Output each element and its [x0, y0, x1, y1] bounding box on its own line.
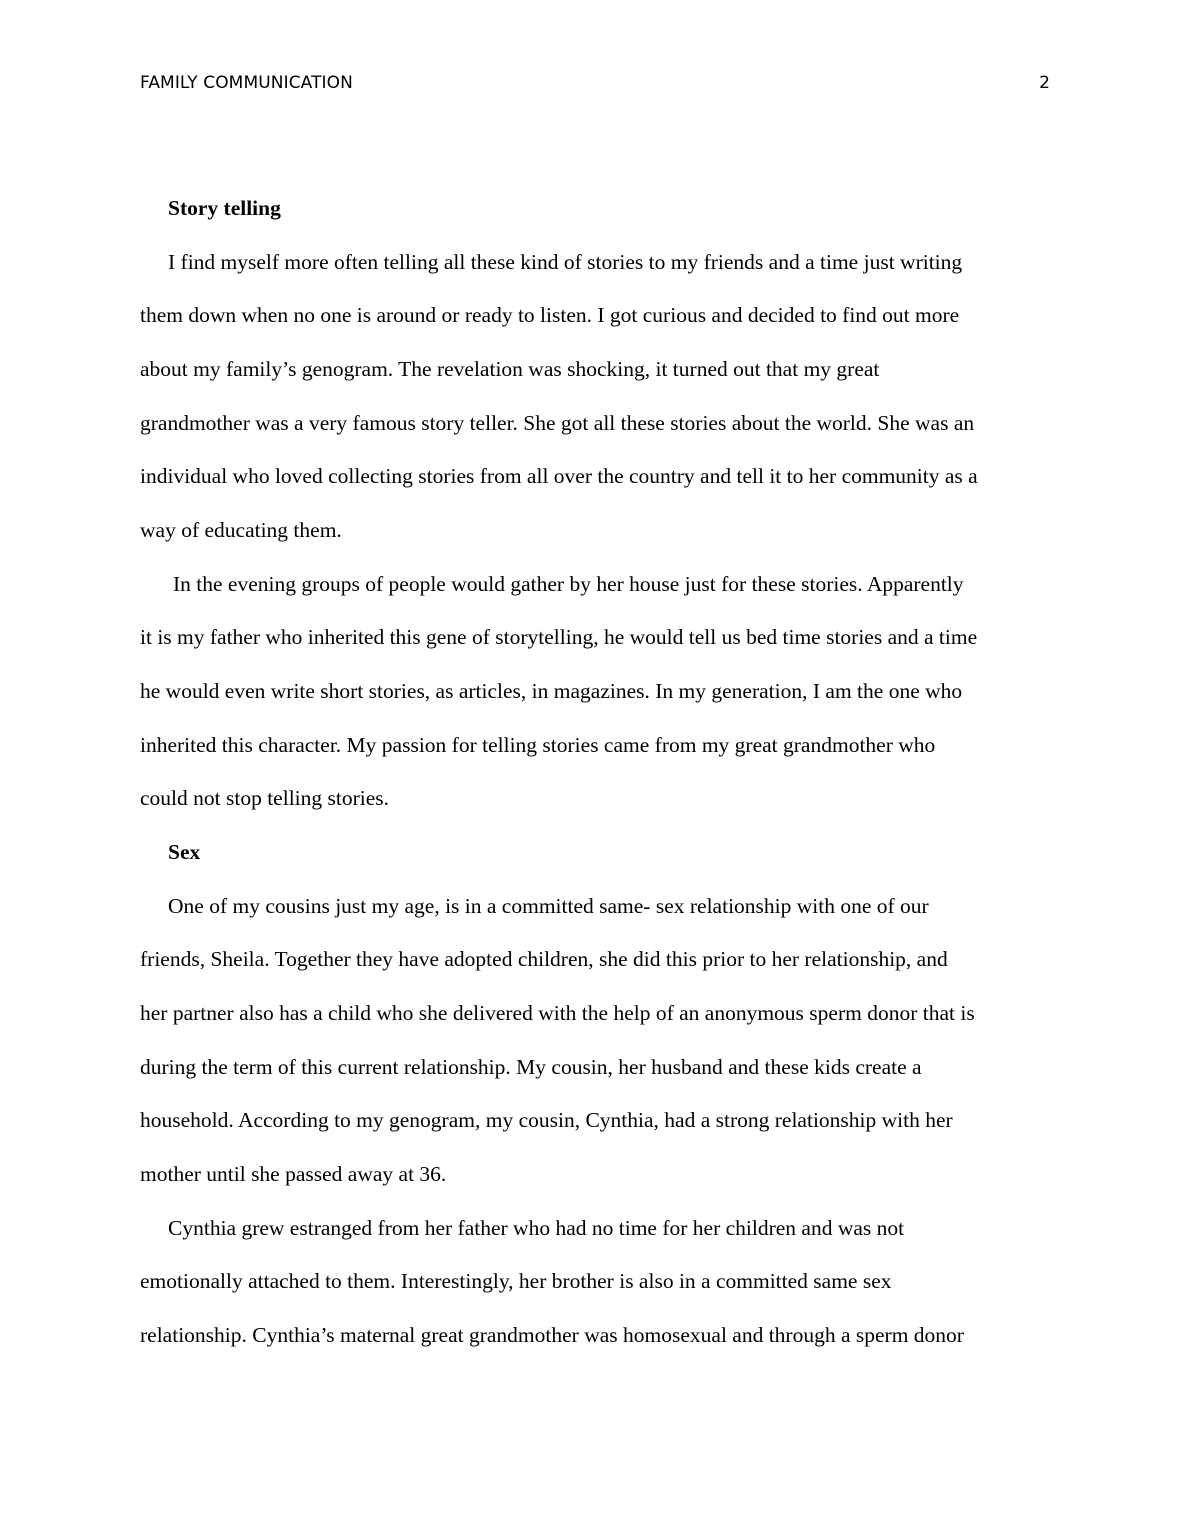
paragraph-line: her partner also has a child who she delivered with the help of an anonymous sperm donor that is	[140, 1001, 975, 1025]
paragraph-line: emotionally attached to them. Interestingly, her brother is also in a committed same sex	[140, 1269, 892, 1293]
paragraph-line: I find myself more often telling all these kind of stories to my friends and a time just writing	[168, 250, 963, 274]
paragraph-line: about my family’s genogram. The revelation was shocking, it turned out that my great	[140, 357, 880, 381]
paragraph-line: In the evening groups of people would gather by her house just for these stories. Apparently	[173, 572, 964, 596]
paragraph-line: grandmother was a very famous story teller. She got all these stories about the world. She was an	[140, 411, 975, 435]
paragraph-line: could not stop telling stories.	[140, 786, 390, 810]
paragraph-line: relationship. Cynthia’s maternal great grandmother was homosexual and through a sperm donor	[140, 1323, 964, 1347]
paragraph-line: household. According to my genogram, my cousin, Cynthia, had a strong relationship with her	[140, 1108, 953, 1132]
paragraph-line: them down when no one is around or ready to listen. I got curious and decided to find out more	[140, 303, 960, 327]
paragraph-line: way of educating them.	[140, 518, 342, 542]
paragraph-line: it is my father who inherited this gene of storytelling, he would tell us bed time stories and a time	[140, 625, 978, 649]
paragraph-line: friends, Sheila. Together they have adopted children, she did this prior to her relationship, and	[140, 947, 948, 971]
paragraph-line: individual who loved collecting stories from all over the country and tell it to her community as a	[140, 464, 978, 488]
paragraph-line: during the term of this current relationship. My cousin, her husband and these kids create a	[140, 1055, 922, 1079]
running-head: FAMILY COMMUNICATION	[140, 73, 353, 93]
section-heading-sex: Sex	[168, 840, 201, 864]
paragraph-line: inherited this character. My passion for telling stories came from my great grandmother who	[140, 733, 936, 757]
page-number: 2	[1039, 73, 1050, 93]
section-heading-story-telling: Story telling	[168, 196, 281, 220]
paragraph-line: mother until she passed away at 36.	[140, 1162, 447, 1186]
paragraph-line: Cynthia grew estranged from her father who had no time for her children and was not	[168, 1216, 905, 1240]
paragraph-line: One of my cousins just my age, is in a committed same- sex relationship with one of our	[168, 894, 929, 918]
paragraph-line: he would even write short stories, as articles, in magazines. In my generation, I am the one who	[140, 679, 963, 703]
